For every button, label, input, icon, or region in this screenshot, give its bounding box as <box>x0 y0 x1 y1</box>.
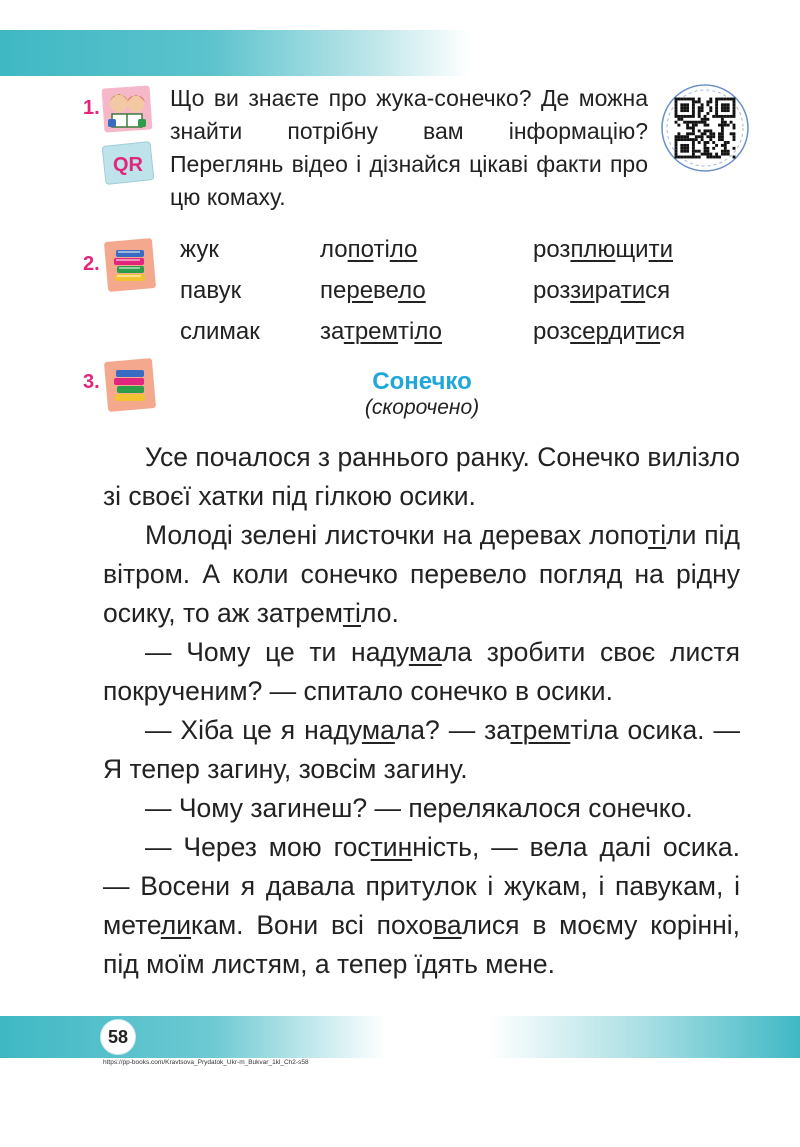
text-fragment: ла зробити своє листя покрученим? — спитало сонечко в осики. <box>103 637 740 706</box>
word-item <box>180 270 260 311</box>
underlined-syllable: плю <box>570 236 616 263</box>
children-reading-icon <box>100 84 154 139</box>
text-fragment: — Чому загинеш? — перелякалося сонечко. <box>145 793 693 823</box>
text-fragment: ве <box>373 277 399 304</box>
word-item <box>320 270 442 311</box>
underlined-syllable: ма <box>361 715 395 745</box>
text-fragment: жук <box>180 236 219 263</box>
text-fragment: тіла осика. — Я тепер загину, зовсім загину. <box>103 715 740 784</box>
text-fragment: роз <box>533 236 571 263</box>
text-fragment: слимак <box>180 318 260 345</box>
underlined-syllable: зи <box>570 277 595 304</box>
story-paragraph <box>103 789 740 828</box>
text-fragment: ті <box>398 318 415 345</box>
word-column-3 <box>533 229 685 352</box>
source-url: https://pp-books.com/Kravtsova_Prydatok_Ukr-m_Bukvar_1kl_Ch2-s58 <box>103 1059 309 1066</box>
text-fragment: Усе почалося з раннього ранку. Сонечко вилізло зі своєї хатки під гілкою осики. <box>103 442 740 511</box>
task-number-2: 2. <box>83 253 100 275</box>
story-subtitle: (скорочено) <box>364 396 480 419</box>
underlined-syllable: ло <box>414 318 442 345</box>
text-fragment: за <box>320 318 344 345</box>
word-item <box>533 229 685 270</box>
text-fragment: роз <box>533 277 571 304</box>
word-item <box>533 311 685 352</box>
underlined-syllable: ти <box>620 277 646 304</box>
text-fragment: — Хіба це я наду <box>145 715 362 745</box>
text-fragment: — Через мою гос <box>145 832 371 862</box>
task-number-3: 3. <box>83 371 100 393</box>
text-fragment: — Чому це ти наду <box>145 637 409 667</box>
text-fragment: ли під вітром. А коли сонечко перевело погляд на рідну осику, то аж затрем <box>103 520 741 628</box>
underlined-syllable: ма <box>408 637 442 667</box>
story-paragraph <box>103 438 740 516</box>
page-number: 58 <box>100 1019 136 1055</box>
word-column-1 <box>180 229 260 352</box>
story-title: Сонечко <box>372 368 472 395</box>
word-column-2 <box>320 229 442 352</box>
task-1-text: Що ви знаєте про жука-сонечко? Де можна знайти потрібну вам інформацію? Переглянь відео і дізнайся цікаві факти про цю комаху. <box>170 85 648 210</box>
underlined-syllable: тин <box>370 832 413 862</box>
underlined-syllable: сер <box>570 318 609 345</box>
text-fragment: ся <box>660 318 686 345</box>
bottom-decorative-band-left <box>0 1016 385 1058</box>
story-paragraph <box>103 516 740 633</box>
task-number-1: 1. <box>83 97 100 119</box>
underlined-syllable: ре <box>346 277 374 304</box>
text-fragment: ність, — вела далі осика. — Восени я давала притулок і жукам, і павукам, і мете <box>103 832 740 940</box>
text-fragment: ди <box>608 318 636 345</box>
underlined-syllable: ти <box>635 318 661 345</box>
text-fragment: щи <box>615 236 649 263</box>
books-stack-icon <box>102 236 158 299</box>
underlined-syllable: ли <box>160 910 192 940</box>
underlined-syllable: ті <box>342 598 361 628</box>
qr-badge-icon <box>100 140 156 191</box>
text-fragment: Молоді зелені листочки на деревах лопо <box>145 520 649 550</box>
word-item <box>180 229 260 270</box>
underlined-syllable: ти <box>648 236 673 263</box>
story-paragraph <box>103 633 740 711</box>
text-fragment: ло. <box>360 598 399 628</box>
text-fragment: ло <box>320 236 348 263</box>
underlined-syllable: трем <box>510 715 571 745</box>
text-fragment: ла? — за <box>394 715 511 745</box>
word-item <box>320 311 442 352</box>
text-fragment: ті <box>373 236 390 263</box>
bottom-decorative-band-right <box>488 1016 800 1058</box>
underlined-syllable: по <box>347 236 374 263</box>
text-fragment: ра <box>594 277 621 304</box>
text-fragment: ся <box>645 277 671 304</box>
story-paragraph <box>103 711 740 789</box>
text-fragment: павук <box>180 277 242 304</box>
text-fragment: пе <box>320 277 347 304</box>
qr-badge-label: QR <box>113 154 143 176</box>
word-item <box>320 229 442 270</box>
word-item <box>533 270 685 311</box>
underlined-syllable: ті <box>648 520 667 550</box>
qr-code-icon[interactable] <box>660 82 750 180</box>
story-text <box>103 438 740 984</box>
underlined-syllable: ло <box>398 277 426 304</box>
word-item <box>180 311 260 352</box>
underlined-syllable: ло <box>389 236 418 263</box>
underlined-syllable: ва <box>433 910 462 940</box>
text-fragment: кам. Вони всі похо <box>191 910 434 940</box>
text-fragment: роз <box>533 318 571 345</box>
story-paragraph <box>103 828 740 984</box>
underlined-syllable: трем <box>343 318 399 345</box>
top-decorative-band <box>0 30 470 76</box>
text-fragment: лися в моєму корінні, під моїм листям, а тепер їдять мене. <box>103 910 740 979</box>
